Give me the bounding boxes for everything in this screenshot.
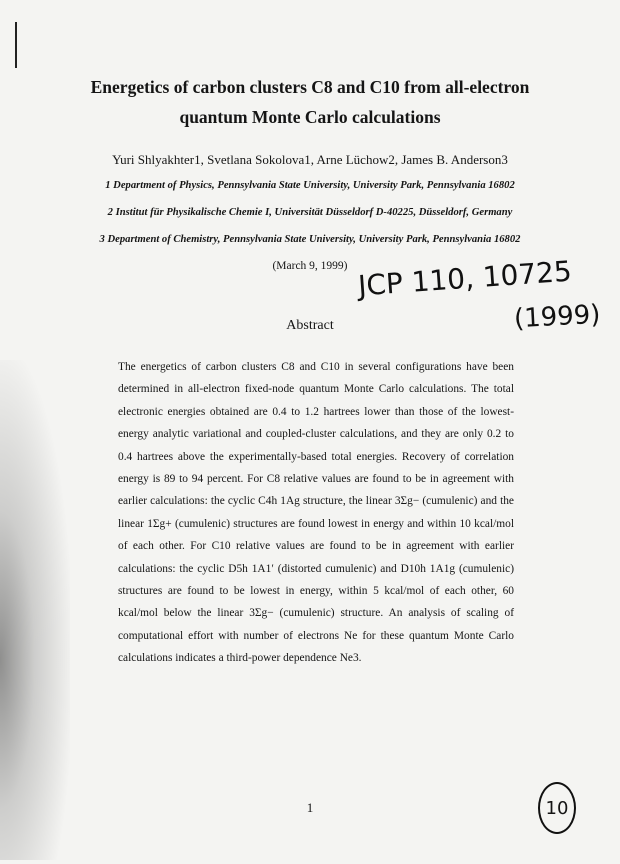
paper-date: (March 9, 1999) xyxy=(272,260,348,272)
margin-mark xyxy=(15,22,17,68)
abstract-paragraph: The energetics of carbon clusters C8 and C10 in several configurations have been determined in all-electron fixed-node quantum Monte Carlo calculations. The total electronic energies obtained are 0.4 to 1.2 hartrees lower than those of the lowest-energy analytic variational and coupled-cluster calculations, and they are only 0.2 to 0.4 hartrees above the experimentally-based total energies. Recovery of correlation energy is 89 to 94 percent. For C8 relative values are found to be in agreement with earlier calculations: the cyclic C4h 1Ag structure, the linear 3Σg− (cumulenic) and the linear 1Σg+ (cumulenic) structures are found lowest in energy and within 10 kcal/mol of each other. For C10 relative values are found to be in agreement with earlier calculations: the cyclic D5h 1A1′ (distorted cumulenic) and D10h 1A1g (cumulenic) structures are found to be lowest in energy, within 5 kcal/mol of each other, 60 kcal/mol below the linear 3Σg− (cumulenic) structure. An analysis of scaling of computational effort with number of electrons Ne for these quantum Monte Carlo calculations indicates a third-power dependence Ne3. xyxy=(118,361,514,665)
affiliation-3: 3 Department of Chemistry, Pennsylvania State University, University Park, Pennsylvania 16802 xyxy=(99,234,521,245)
paper-title-line1: Energetics of carbon clusters C8 and C10 from all-electron xyxy=(90,77,530,97)
abstract-body xyxy=(118,356,514,670)
paper-title-line2: quantum Monte Carlo calculations xyxy=(179,107,441,127)
abstract-heading: Abstract xyxy=(286,318,334,333)
affiliation-2: 2 Institut für Physikalische Chemie I, Universität Düsseldorf D-40225, Düsseldorf, Germany xyxy=(107,207,513,218)
scan-shadow xyxy=(0,360,70,860)
circled-page-mark: 10 xyxy=(538,782,576,834)
handwritten-reference: JCP 110, 10725 xyxy=(357,254,573,303)
affiliation-1: 1 Department of Physics, Pennsylvania State University, University Park, Pennsylvania 16802 xyxy=(105,180,515,191)
handwritten-year: (1999) xyxy=(513,299,602,335)
page-number: 1 xyxy=(306,800,314,815)
author-list: Yuri Shlyakhter1, Svetlana Sokolova1, Arne Lüchow2, James B. Anderson3 xyxy=(112,152,508,167)
